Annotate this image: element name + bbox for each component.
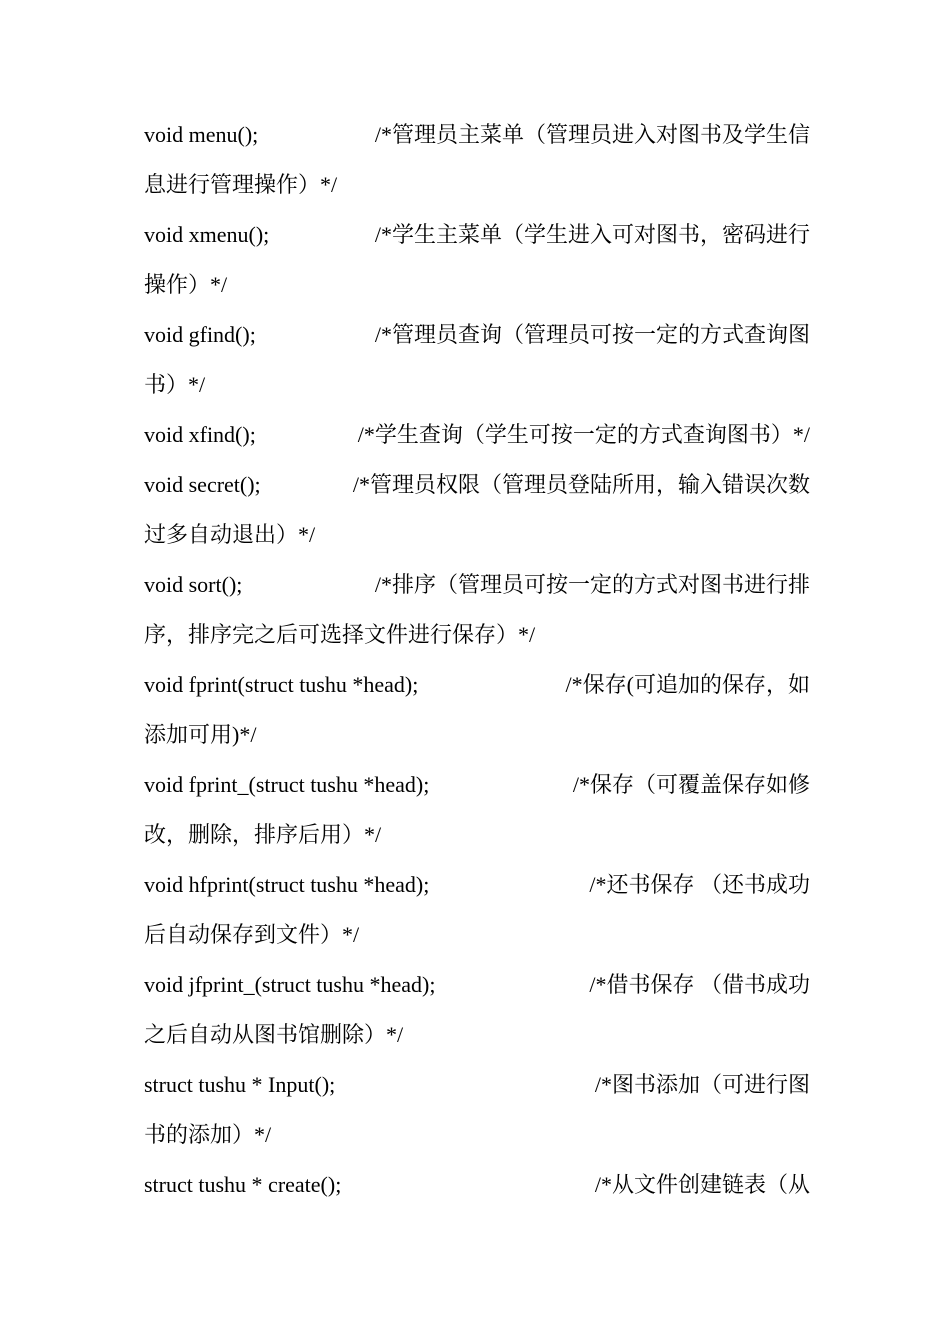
comment-continuation-line [144, 510, 810, 560]
function-comment: /*从文件创建链表（从 [594, 1172, 810, 1197]
comment-continuation: 书）*/ [144, 372, 206, 397]
function-declaration: struct tushu * create(); [144, 1172, 342, 1197]
function-declaration: void hfprint(struct tushu *head); [144, 872, 430, 897]
code-line [144, 410, 810, 460]
comment-continuation-line [144, 1110, 810, 1160]
function-comment: /*图书添加（可进行图 [594, 1072, 810, 1097]
function-declaration: void gfind(); [144, 322, 256, 347]
comment-continuation: 之后自动从图书馆删除）*/ [144, 1022, 404, 1047]
function-declaration: void xfind(); [144, 422, 256, 447]
comment-continuation-line [144, 160, 810, 210]
function-comment: /*学生查询（学生可按一定的方式查询图书）*/ [357, 422, 810, 447]
function-declaration: void sort(); [144, 572, 243, 597]
function-declaration: void xmenu(); [144, 222, 270, 247]
code-line [144, 760, 810, 810]
function-comment: /*排序（管理员可按一定的方式对图书进行排 [374, 572, 810, 597]
function-comment: /*还书保存 （还书成功 [589, 872, 810, 897]
comment-continuation: 序，排序完之后可选择文件进行保存）*/ [144, 622, 536, 647]
function-declaration: void fprint_(struct tushu *head); [144, 772, 430, 797]
code-line [144, 960, 810, 1010]
function-declaration: void fprint(struct tushu *head); [144, 672, 419, 697]
code-line [144, 310, 810, 360]
code-line [144, 460, 810, 510]
comment-continuation: 息进行管理操作）*/ [144, 172, 338, 197]
comment-continuation: 添加可用)*/ [144, 722, 257, 747]
code-line [144, 210, 810, 260]
comment-continuation-line [144, 810, 810, 860]
function-comment: /*借书保存 （借书成功 [589, 972, 810, 997]
comment-continuation: 改，删除，排序后用）*/ [144, 822, 382, 847]
comment-continuation: 操作）*/ [144, 272, 228, 297]
comment-continuation-line [144, 360, 810, 410]
function-comment: /*管理员主菜单（管理员进入对图书及学生信 [374, 122, 810, 147]
code-line [144, 110, 810, 160]
function-comment: /*保存(可追加的保存，如 [565, 672, 810, 697]
function-comment: /*管理员权限（管理员登陆所用，输入错误次数 [352, 472, 810, 497]
code-line [144, 1160, 810, 1210]
function-comment: /*学生主菜单（学生进入可对图书，密码进行 [374, 222, 810, 247]
comment-continuation-line [144, 910, 810, 960]
comment-continuation-line [144, 1010, 810, 1060]
function-declaration: void menu(); [144, 122, 259, 147]
function-declaration: struct tushu * Input(); [144, 1072, 336, 1097]
comment-continuation-line [144, 260, 810, 310]
comment-continuation: 后自动保存到文件）*/ [144, 922, 360, 947]
code-line [144, 560, 810, 610]
comment-continuation: 过多自动退出）*/ [144, 522, 316, 547]
comment-continuation-line [144, 610, 810, 660]
function-declaration: void secret(); [144, 472, 261, 497]
code-line [144, 860, 810, 910]
code-line [144, 1060, 810, 1110]
function-comment: /*保存（可覆盖保存如修 [572, 772, 810, 797]
function-comment: /*管理员查询（管理员可按一定的方式查询图 [374, 322, 810, 347]
function-declaration: void jfprint_(struct tushu *head); [144, 972, 436, 997]
comment-continuation-line [144, 710, 810, 760]
code-listing [144, 110, 810, 1210]
code-line [144, 660, 810, 710]
comment-continuation: 书的添加）*/ [144, 1122, 272, 1147]
